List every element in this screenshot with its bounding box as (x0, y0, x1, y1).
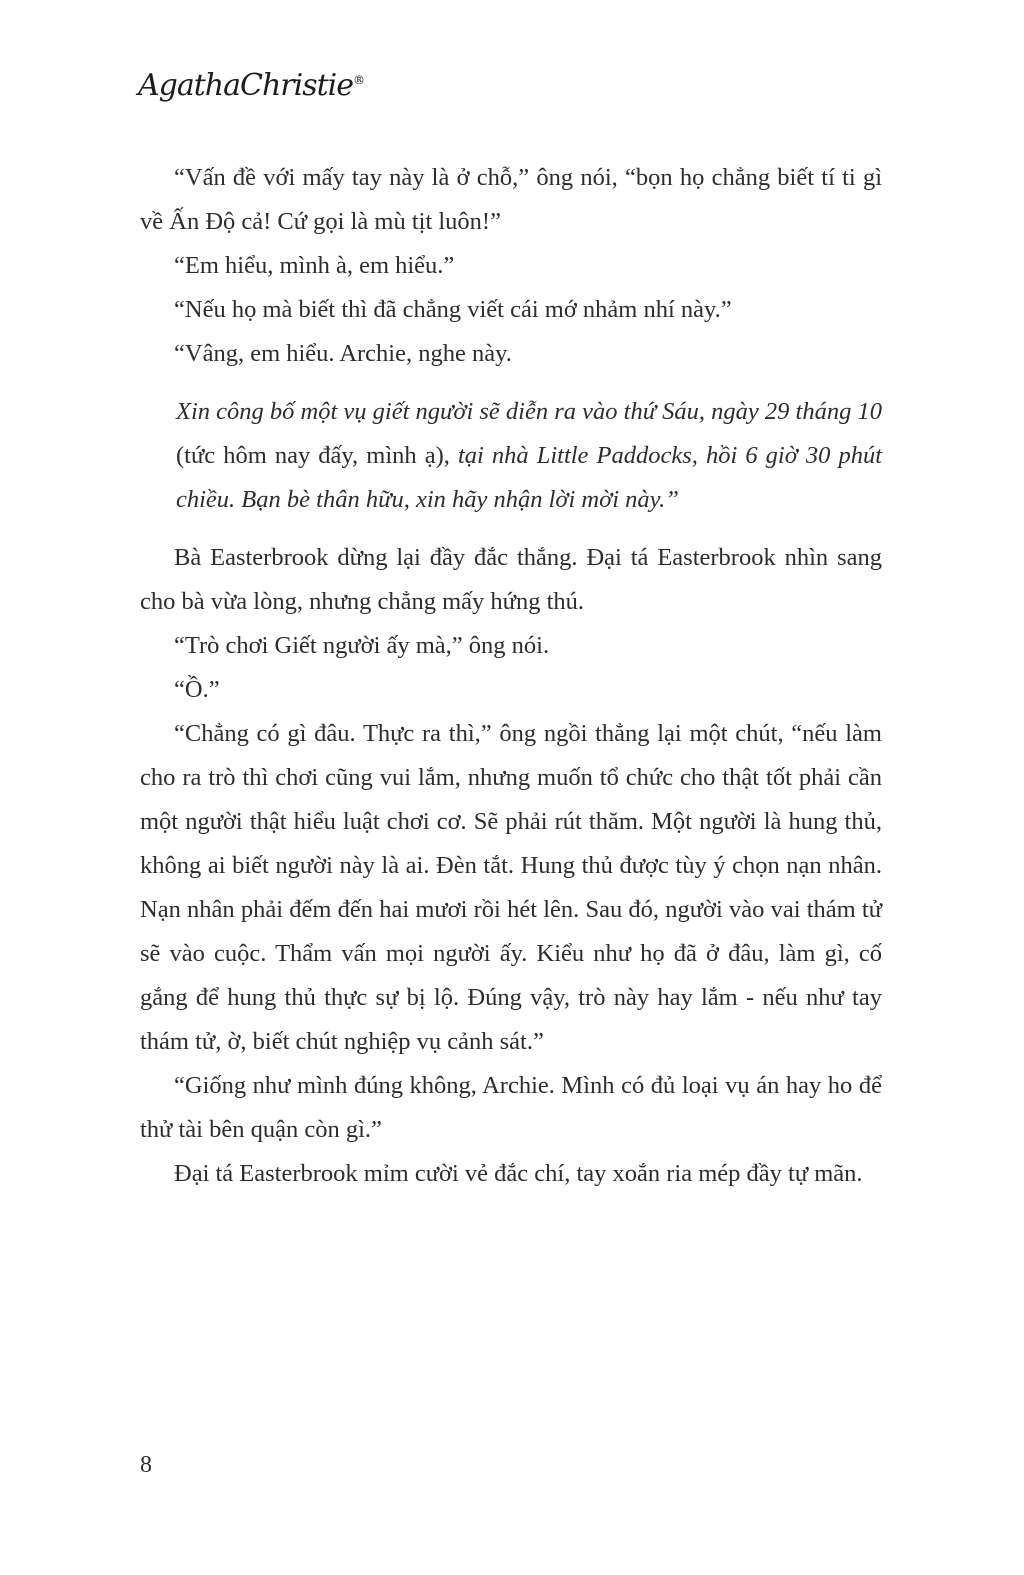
letter-quote-paragraph (176, 390, 882, 522)
body-paragraph (140, 712, 882, 1064)
body-paragraph (140, 332, 882, 376)
text-segment: Đại tá Easterbrook mỉm cười vẻ đắc chí, tay xoắn ria mép đầy tự mãn. (174, 1160, 863, 1187)
body-paragraph (140, 624, 882, 668)
text-segment: “Giống như mình đúng không, Archie. Mình có đủ loại vụ án hay ho để thử tài bên quận còn gì.” (140, 1072, 882, 1143)
text-segment: Xin công bố một vụ giết người sẽ diễn ra vào thứ Sáu, ngày 29 tháng 10 (176, 398, 882, 425)
text-segment: “Vâng, em hiểu. Archie, nghe này. (174, 340, 512, 367)
author-signature-logo (138, 68, 365, 103)
text-segment: “Nếu họ mà biết thì đã chẳng viết cái mớ nhảm nhí này.” (174, 296, 732, 323)
body-paragraph (140, 244, 882, 288)
body-paragraph (140, 536, 882, 624)
body-paragraph (140, 1152, 882, 1196)
text-segment: “Ồ.” (174, 676, 220, 703)
page-body (140, 156, 882, 1196)
text-segment: (tức hôm nay đấy, mình ạ), (176, 442, 458, 469)
author-signature-text: AgathaChristie (138, 68, 354, 103)
text-segment: “Em hiểu, mình à, em hiểu.” (174, 252, 455, 279)
text-segment: tại nhà Little Paddocks, hồi 6 giờ 30 phút chiều. Bạn bè thân hữu, xin hãy nhận lời mời này.” (176, 442, 882, 513)
body-paragraph (140, 156, 882, 244)
text-segment: “Chẳng có gì đâu. Thực ra thì,” ông ngồi thẳng lại một chút, “nếu làm cho ra trò thì chơi cũng vui lắm, nhưng muốn tổ chức cho thật tốt phải cần một người thật hiểu luật chơi cơ. Sẽ phải rút thăm. Một người là hung thủ, không ai biết người này là ai. Đèn tắt. Hung thủ được tùy ý chọn nạn nhân. Nạn nhân phải đếm đến hai mươi rồi hét lên. Sau đó, người vào vai thám tử sẽ vào cuộc. Thẩm vấn mọi người ấy. Kiểu như họ đã ở đâu, làm gì, cố gắng để hung thủ thực sự bị lộ. Đúng vậy, trò này hay lắm - nếu như tay thám tử, ờ, biết chút nghiệp vụ cảnh sát.” (140, 720, 882, 1055)
body-paragraph (140, 1064, 882, 1152)
text-segment: “Vấn đề với mấy tay này là ở chỗ,” ông nói, “bọn họ chẳng biết tí ti gì về Ấn Độ cả! Cứ gọi là mù tịt luôn!” (140, 164, 882, 235)
text-segment: “Trò chơi Giết người ấy mà,” ông nói. (174, 632, 550, 659)
text-segment: Bà Easterbrook dừng lại đầy đắc thắng. Đại tá Easterbrook nhìn sang cho bà vừa lòng, nhưng chẳng mấy hứng thú. (140, 544, 882, 615)
body-paragraph (140, 288, 882, 332)
trademark-mark: ® (353, 73, 366, 87)
body-paragraph (140, 668, 882, 712)
page-number: 8 (140, 1452, 152, 1478)
